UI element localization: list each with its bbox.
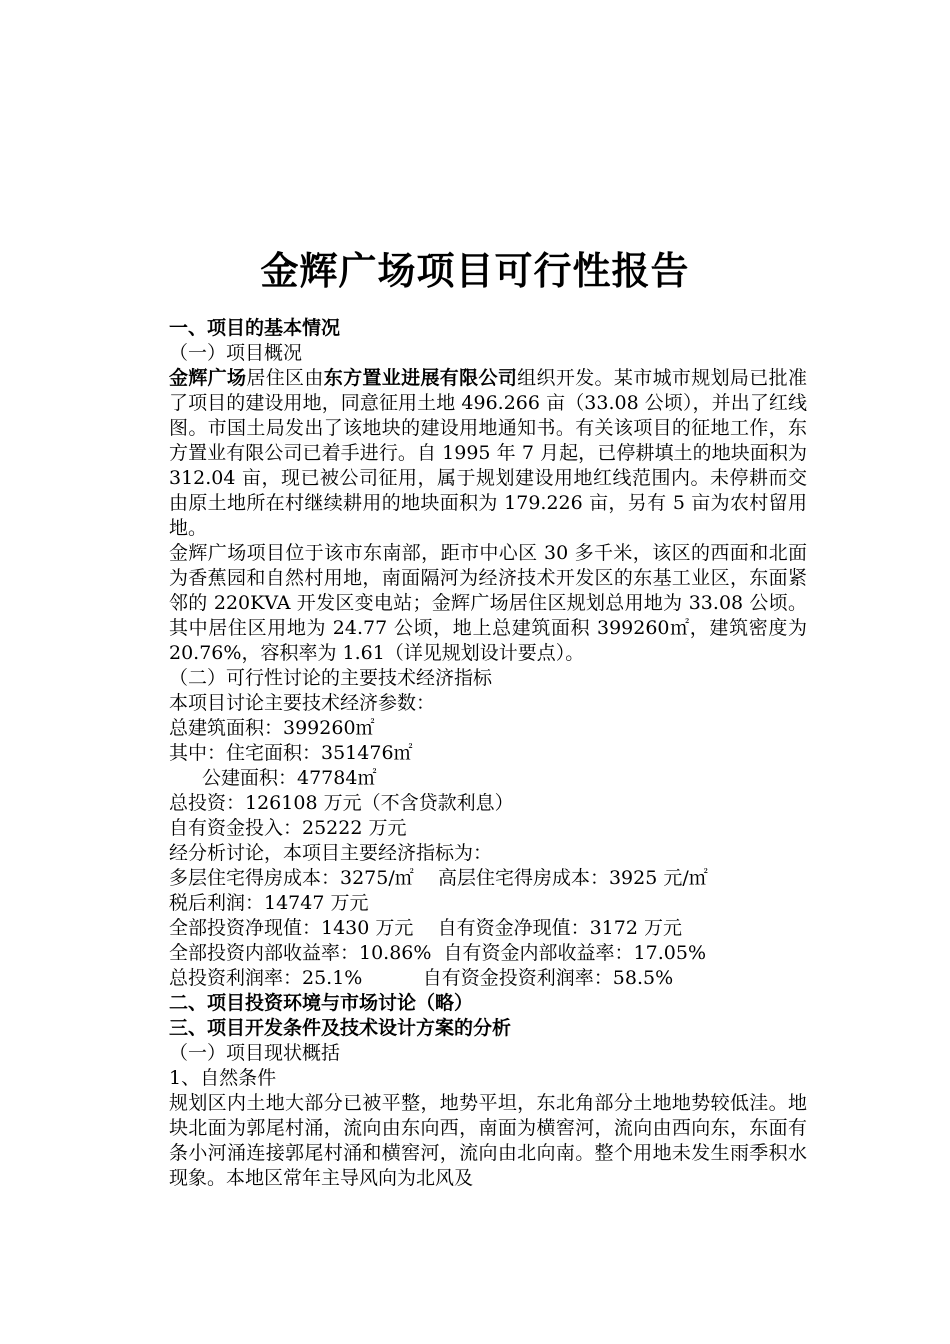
text: 总投资利润率：25.1% (169, 967, 363, 989)
list-line: 自有资金投入：25222 万元 (169, 817, 407, 839)
list-line: 公建面积：47784㎡ (202, 767, 377, 789)
text: 多层住宅得房成本：3275/㎡ (169, 867, 414, 889)
list-line: 税后利润：14747 万元 (169, 892, 369, 914)
text: 居住区由 (246, 367, 324, 389)
paragraph-overview (145, 366, 807, 541)
section-heading-2: 二、项目投资环境与市场讨论（略） (169, 992, 474, 1014)
text: 金辉广场项目位于该市东南部，距市中心区 30 多千米，该区的西面和北面为香蕉园和自然村用地，南面隔河为经济技术开发区的东基工业区，东面紧邻的 220KVA 开发区变电站；金辉广场居住区规划总用地为 33.08 公顷。其中居住区用地为 24.77 公顷，地上总建筑面积 399260㎡，建筑密度为 20.76%，容积率为 1.61（详见规划设计要点）。 (169, 542, 807, 664)
text: 全部投资净现值：1430 万元 (169, 917, 414, 939)
subsection-heading: （一）项目现状概括 (169, 1042, 341, 1064)
text: 自有资金净现值：3172 万元 (437, 917, 682, 939)
text: 自有资金内部收益率：17.05% (443, 942, 706, 964)
paragraph-natural-conditions: 规划区内土地大部分已被平整，地势平坦，东北角部分土地地势较低洼。地块北面为郭尾村涌，流向由东向西，南面为横窖河，流向由西向东，东面有条小河涌连接郭尾村涌和横窖河，流向由北向南。整个用地未发生雨季积水现象。本地区常年主导风向为北风及 (169, 1092, 807, 1189)
list-line-pair (145, 866, 807, 891)
bold-company-name: 东方置业进展有限公司 (323, 367, 518, 389)
list-line: 其中：住宅面积：351476㎡ (169, 742, 413, 764)
bold-project-name: 金辉广场 (169, 367, 247, 389)
list-line-pair (145, 941, 807, 966)
text: 高层住宅得房成本：3925 元/㎡ (437, 867, 708, 889)
text: 自有资金投资利润率：58.5% (422, 967, 674, 989)
list-line: 经分析讨论，本项目主要经济指标为： (169, 842, 493, 864)
subsection-heading: （一）项目概况 (169, 342, 303, 364)
text: 组织开发。某市城市规划局已批准了项目的建设用地，同意征用土地 496.266 亩（33.08 公顷），并出了红线图。市国土局发出了该地块的建设用地通知书。有关该项目的征地工作，东方置业有限公司已着手进行。自 1995 年 7 月起，已停耕填土的地块面积为 312.04 亩，现已被公司征用，属于规划建设用地红线范围内。未停耕而交由原土地所在村继续耕用的地块面积为 179.226 亩，另有 5 亩为农村留用地。 (169, 367, 807, 539)
list-line: 总建筑面积：399260㎡ (169, 717, 375, 739)
document-body (145, 316, 807, 1191)
subsubsection-heading: 1、自然条件 (169, 1067, 277, 1089)
subsection-heading: （二）可行性讨论的主要技术经济指标 (169, 667, 493, 689)
list-line-pair (145, 966, 807, 991)
list-line: 本项目讨论主要技术经济参数： (169, 692, 436, 714)
section-heading-3: 三、项目开发条件及技术设计方案的分析 (169, 1017, 512, 1039)
paragraph-location (145, 541, 807, 666)
list-line: 总投资：126108 万元（不含贷款利息） (169, 792, 514, 814)
text: 全部投资内部收益率：10.86% (169, 942, 432, 964)
list-line-pair (145, 916, 807, 941)
section-heading-1: 一、项目的基本情况 (169, 317, 341, 339)
document-title: 金辉广场项目可行性报告 (260, 249, 690, 293)
